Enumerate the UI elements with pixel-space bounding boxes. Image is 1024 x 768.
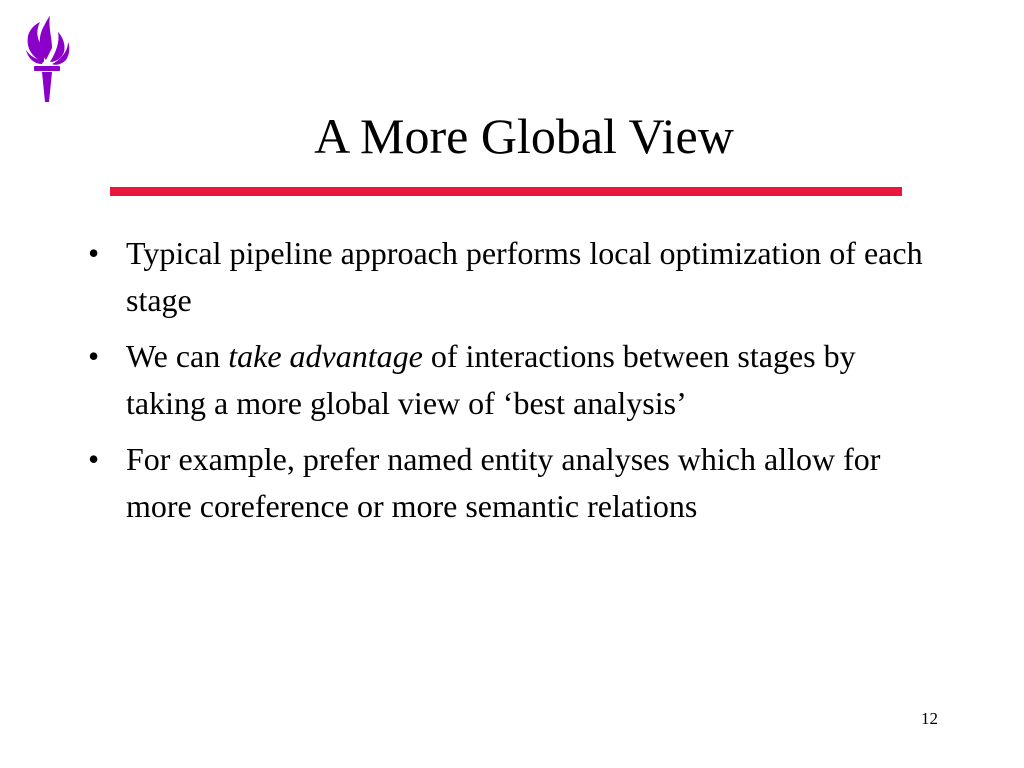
emphasis-text: take advantage xyxy=(228,338,423,374)
bullet-item xyxy=(88,333,928,427)
bullet-text: of interactions between stages by taking a more global view of ‘best analysis’ xyxy=(126,338,856,421)
bullet-text: We can xyxy=(126,338,229,374)
bullet-dot: • xyxy=(88,235,100,271)
bullet-item xyxy=(88,436,928,530)
bullet-text: Typical pipeline approach performs local optimization of each stage xyxy=(126,235,923,318)
bullet-item xyxy=(88,230,928,324)
slide-number: 12 xyxy=(921,709,938,728)
bullet-dot: • xyxy=(88,441,100,477)
nyu-torch-icon xyxy=(22,14,72,104)
slide-title: A More Global View xyxy=(314,108,734,164)
bullet-dot: • xyxy=(88,338,100,374)
bullet-text: For example, prefer named entity analyses which allow for more coreference or more semantic relations xyxy=(126,441,881,524)
bullet-list xyxy=(88,230,928,539)
title-divider xyxy=(110,187,902,196)
